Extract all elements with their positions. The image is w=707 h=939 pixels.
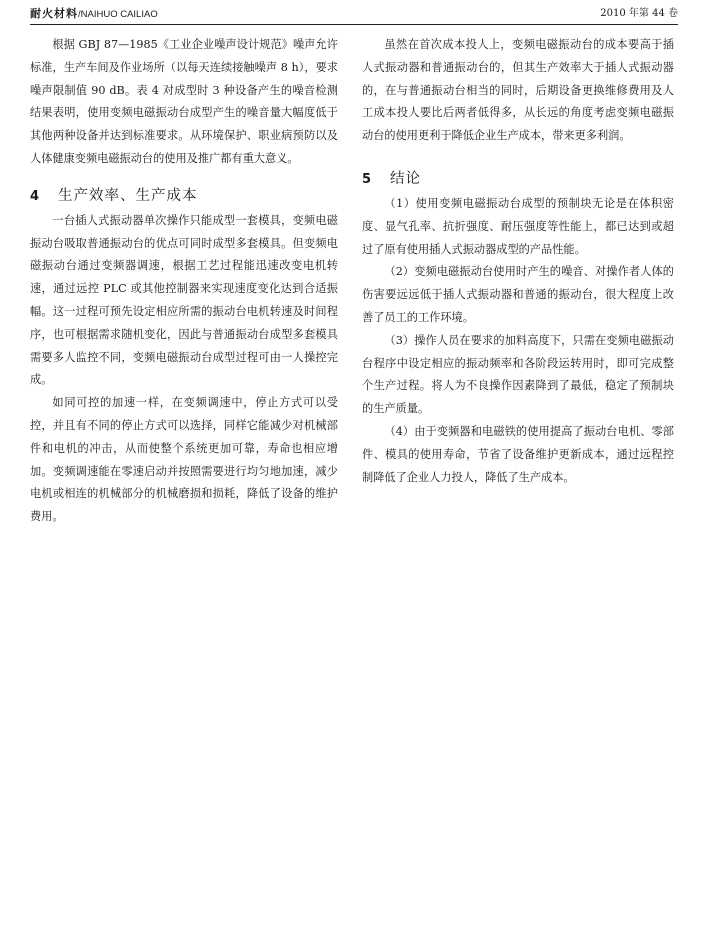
running-header <box>30 6 678 22</box>
section-5-heading <box>362 168 674 191</box>
section-4-number: 4 <box>30 188 41 204</box>
journal-name <box>30 6 158 23</box>
section-4-title: 生产效率、生产成本 <box>58 187 198 204</box>
issue-info: 2010 年第 44 卷 <box>600 8 678 19</box>
paragraph-cost: 虽然在首次成本投人上，变频电磁振动台的成本要高于插人式振动器和普通振动台的，但其生产效率大于插人式振动器的，在与普通振动台相当的同时，后期设备更换维修费用及人工成本投人要比后两者低得多，从长远的角度考虑变频电磁振动台的使用更利于降低企业生产成本，带来更多利润。 <box>362 38 674 143</box>
journal-name-en: /NAIHUO CAILIAO <box>78 9 158 20</box>
left-column <box>30 34 338 529</box>
section-4-heading <box>30 185 338 208</box>
conclusion-3: （3）操作人员在要求的加料高度下，只需在变频电磁振动台程序中设定相应的振动频率和各阶段运转用时，即可完成整个生产过程。将人为不良操作因素降到了最低，稳定了预制块的生产质量。 <box>362 333 674 416</box>
header-rule <box>30 24 678 25</box>
paragraph-noise-standard: 根据 GBJ 87—1985《工业企业噪声设计规范》噪声允许标准，生产车间及作业场所（以每天连续接触噪声 8 h），要求噪声限制值 90 dB。表 4 对成型时 3 种设备产生的噪音检测结果表明，使用变频电磁振动台成型产生的噪音量大幅度低于其他两种设备并达到标准要求。从环境保护、职业病预防以及人体健康变频电磁振动台的使用及推广都有重大意义。 <box>30 38 338 165</box>
paragraph-speed-control: 如同可控的加速一样，在变频调速中，停止方式可以受控，并且有不同的停止方式可以选择，同样它能减少对机械部件和电机的冲击，从而使整个系统更加可靠，寿命也相应增加。变频调速能在零速启动并按照需要进行均匀地加速，减少电机或相连的机械部分的机械磨损和损耗，降低了设备的维护费用。 <box>30 396 338 524</box>
conclusion-1: （1）使用变频电磁振动台成型的预制块无论是在体积密度、显气孔率、抗折强度、耐压强度等性能上，都已达到或超过了原有使用插人式振动器成型的产品性能。 <box>362 196 674 256</box>
paragraph-efficiency: 一台插人式振动器单次操作只能成型一套模具，变频电磁振动台吸取普通振动台的优点可同时成型多套模具。但变频电磁振动台通过变频器调速，根据工艺过程能迅速改变电机转速，通过远控 PLC 或其他控制器来实现速度变化达到合适振幅。这一过程可预先设定相应所需的振动台电机转速及时间程序，也可根据需求随机变化，因此与普通振动台成型多套模具需要多人监控不同，变频电磁振动台成型过程可由一人操控完成。 <box>30 213 338 387</box>
section-5-title: 结论 <box>390 170 421 187</box>
section-5-number: 5 <box>362 171 373 187</box>
conclusion-2: （2）变频电磁振动台使用时产生的噪音、对操作者人体的伤害要远远低于插人式振动器和普通的振动台，很大程度上改善了员工的工作环境。 <box>362 265 674 324</box>
conclusion-4: （4）由于变频器和电磁铁的使用提高了振动台电机、零部件、模具的使用寿命，节省了设备维护更新成本，通过远程控制降低了企业人力投人，降低了生产成本。 <box>362 424 674 484</box>
journal-name-cn: 耐火材料 <box>30 7 78 20</box>
right-column <box>362 34 674 489</box>
